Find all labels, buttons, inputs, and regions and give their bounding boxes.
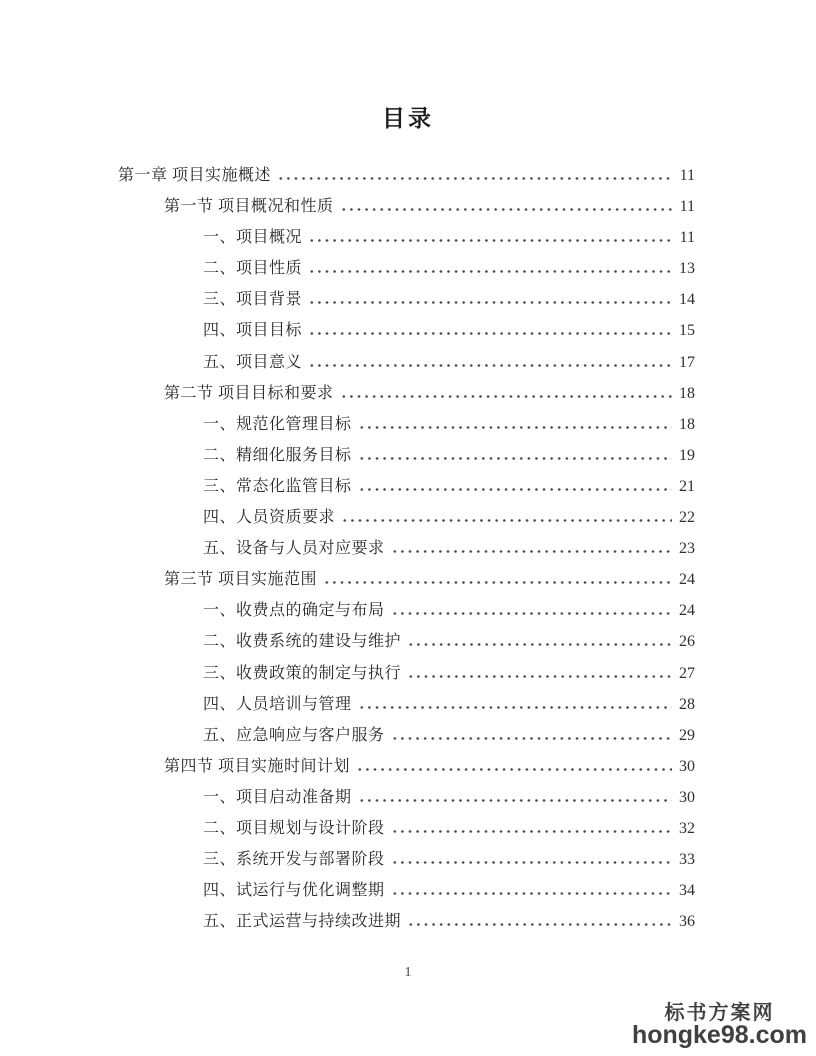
toc-entry[interactable] <box>118 409 695 440</box>
toc-entry-page-number: 15 <box>679 322 695 340</box>
dot-leader <box>391 861 672 864</box>
toc-entry-label: 四、人员资质要求 <box>203 509 336 527</box>
dot-leader <box>358 799 672 802</box>
toc-entry-label: 第三节 项目实施范围 <box>164 571 318 589</box>
toc-entry-page-number: 30 <box>679 788 695 806</box>
toc-entry-label: 一、规范化管理目标 <box>203 415 352 433</box>
toc-entry[interactable] <box>118 502 695 533</box>
toc-entry-label: 五、项目意义 <box>203 353 303 371</box>
toc-entry-page-number: 23 <box>679 540 695 558</box>
dot-leader <box>407 643 672 646</box>
toc-entry[interactable] <box>118 284 695 315</box>
toc-entry-page-number: 18 <box>679 384 695 402</box>
toc-entry[interactable] <box>118 875 695 906</box>
dot-leader <box>340 208 673 211</box>
toc-entry-page-number: 36 <box>679 913 695 931</box>
toc-entry-page-number: 13 <box>679 260 695 278</box>
toc-entry[interactable] <box>118 689 695 720</box>
toc-entry-page-number: 21 <box>679 477 695 495</box>
toc-entry-page-number: 14 <box>679 291 695 309</box>
toc-entry-label: 四、试运行与优化调整期 <box>203 882 385 900</box>
toc-entry-label: 第一章 项目实施概述 <box>118 167 272 184</box>
dot-leader <box>391 550 672 553</box>
dot-leader <box>323 581 672 584</box>
toc-entry-page-number: 34 <box>679 882 695 900</box>
toc-entry-page-number: 24 <box>679 571 695 589</box>
toc-entry[interactable] <box>118 315 695 346</box>
toc-entry[interactable] <box>118 720 695 751</box>
toc-entry-page-number: 32 <box>679 819 695 837</box>
toc-entry-label: 第四节 项目实施时间计划 <box>164 757 351 775</box>
toc-entry-page-number: 29 <box>679 726 695 744</box>
dot-leader <box>308 270 672 273</box>
toc-entry[interactable] <box>118 595 695 626</box>
toc-entry-page-number: 28 <box>679 695 695 713</box>
dot-leader <box>277 177 673 180</box>
toc-entry[interactable] <box>118 751 695 782</box>
toc-entry[interactable] <box>118 906 695 937</box>
toc-entry[interactable] <box>118 658 695 689</box>
toc-entry[interactable] <box>118 378 695 409</box>
dot-leader <box>358 488 672 491</box>
toc-entry-page-number: 33 <box>679 851 695 869</box>
toc-entry-page-number: 30 <box>679 757 695 775</box>
toc-entry-label: 三、系统开发与部署阶段 <box>203 851 385 869</box>
toc-entry-page-number: 17 <box>679 353 695 371</box>
toc-entry[interactable] <box>118 160 695 191</box>
footer-page-number: 1 <box>404 965 412 980</box>
dot-leader <box>407 675 672 678</box>
toc-entry[interactable] <box>118 782 695 813</box>
toc-list <box>118 160 695 937</box>
dot-leader <box>391 612 672 615</box>
toc-entry-label: 五、设备与人员对应要求 <box>203 540 385 558</box>
toc-entry-page-number: 11 <box>679 229 695 247</box>
toc-entry-page-number: 18 <box>679 415 695 433</box>
toc-entry-label: 二、精细化服务目标 <box>203 446 352 464</box>
toc-entry-label: 第一节 项目概况和性质 <box>164 198 334 216</box>
dot-leader <box>340 395 672 398</box>
dot-leader <box>391 830 672 833</box>
watermark-logo <box>632 1002 807 1047</box>
dot-leader <box>308 364 672 367</box>
dot-leader <box>391 737 672 740</box>
toc-entry-label: 四、人员培训与管理 <box>203 695 352 713</box>
dot-leader <box>341 519 672 522</box>
toc-entry-page-number: 11 <box>679 167 695 184</box>
watermark-site-name: 标书方案网 <box>664 1002 775 1024</box>
toc-entry-label: 五、正式运营与持续改进期 <box>203 913 402 931</box>
toc-entry-label: 一、项目概况 <box>203 229 303 247</box>
toc-entry[interactable] <box>118 347 695 378</box>
dot-leader <box>358 426 672 429</box>
toc-entry-page-number: 19 <box>679 446 695 464</box>
toc-entry[interactable] <box>118 471 695 502</box>
toc-entry[interactable] <box>118 813 695 844</box>
toc-entry[interactable] <box>118 222 695 253</box>
dot-leader <box>391 892 672 895</box>
dot-leader <box>358 706 672 709</box>
toc-entry-label: 第二节 项目目标和要求 <box>164 384 334 402</box>
toc-entry-label: 三、收费政策的制定与执行 <box>203 664 402 682</box>
toc-entry-label: 三、项目背景 <box>203 291 303 309</box>
toc-entry-label: 二、项目规划与设计阶段 <box>203 819 385 837</box>
dot-leader <box>407 923 672 926</box>
toc-entry[interactable] <box>118 440 695 471</box>
toc-entry-label: 一、项目启动准备期 <box>203 788 352 806</box>
toc-entry-label: 二、收费系统的建设与维护 <box>203 633 402 651</box>
toc-entry-label: 二、项目性质 <box>203 260 303 278</box>
toc-entry[interactable] <box>118 191 695 222</box>
toc-entry-page-number: 27 <box>679 664 695 682</box>
page-title: 目录 <box>382 106 434 131</box>
toc-entry[interactable] <box>118 564 695 595</box>
toc-entry-label: 五、应急响应与客户服务 <box>203 726 385 744</box>
dot-leader <box>358 457 672 460</box>
dot-leader <box>308 301 672 304</box>
toc-entry[interactable] <box>118 626 695 657</box>
toc-entry-page-number: 11 <box>679 198 695 216</box>
toc-entry-label: 四、项目目标 <box>203 322 303 340</box>
toc-entry[interactable] <box>118 844 695 875</box>
toc-entry-page-number: 24 <box>679 602 695 620</box>
dot-leader <box>308 332 672 335</box>
watermark-site-url: hongke98.com <box>631 1021 807 1049</box>
dot-leader <box>356 768 672 771</box>
dot-leader <box>308 239 673 242</box>
toc-entry[interactable] <box>118 253 695 284</box>
toc-entry-page-number: 22 <box>679 509 695 527</box>
toc-entry-label: 三、常态化监管目标 <box>203 477 352 495</box>
toc-entry-label: 一、收费点的确定与布局 <box>203 602 385 620</box>
toc-entry[interactable] <box>118 533 695 564</box>
toc-entry-page-number: 26 <box>679 633 695 651</box>
